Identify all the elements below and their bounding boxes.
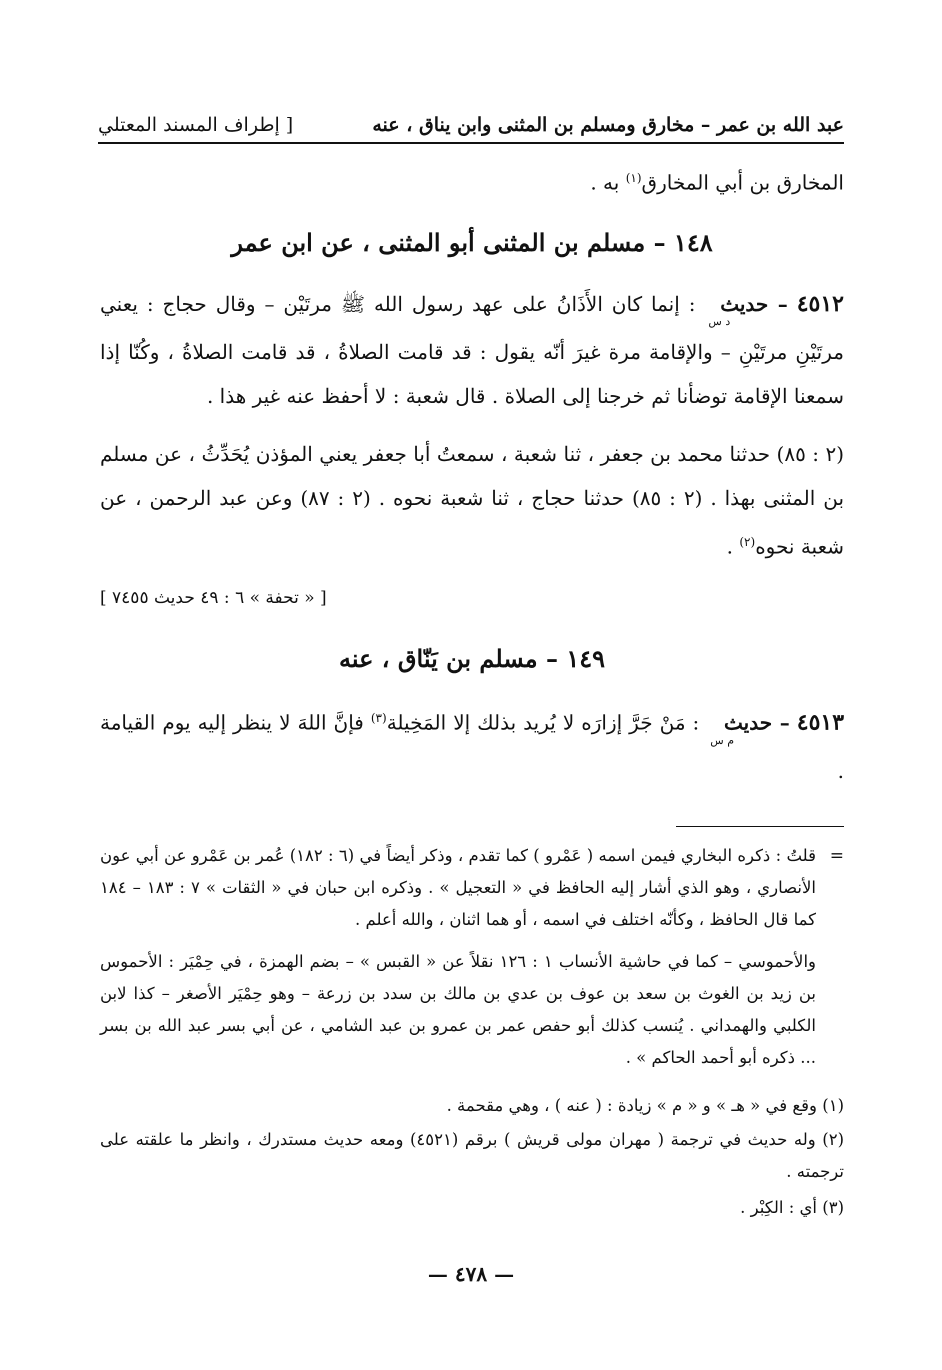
tuhfa-reference: [ « تحفة » ٦ : ٤٩ حديث ٧٤٥٥ ]: [100, 588, 327, 608]
isnad-tail: .: [726, 534, 740, 559]
hadith-label: – حديث: [720, 292, 788, 316]
footnote-3: (٣) أي : الكِبْر .: [740, 1198, 844, 1217]
header-left: [ إطراف المسند المعتلي: [98, 114, 294, 136]
hadith-sigla: م س: [710, 733, 735, 747]
footnote-1: (١) وقع في « هـ » و « م » زيادة : ( عنه ) ، وهي مقحمة .: [446, 1096, 844, 1115]
continuation-mark: =: [829, 846, 844, 866]
section-title-149: ١٤٩ – مسلم بن يَنّاق ، عنه: [339, 644, 605, 673]
hadith-4512: [100, 282, 844, 418]
footnote-separator: [676, 826, 844, 827]
footnote-para-1: قلتُ : ذكره البخاري فيمن اسمه ( عَمْرو ) كما تقدم ، وذكر أيضاً في (٦ : ١٨٢) عُمر بن عَمْرو عن أبي عون الأنصاري ، وهو الذي أشار إليه الحافظ في « التعجيل » . وذكره ابن حبان في « الثقات » ٧ : ١٨٣ – ١٨٤ كما قال الحافظ ، وكأنّه اختلف في اسمه ، أو هما اثنان ، والله أعلم .: [100, 846, 816, 929]
intro-tail: به .: [590, 170, 626, 195]
intro-line: [100, 156, 844, 205]
footnote-continued-1: [100, 840, 844, 936]
footnote-ref-1: (١): [625, 171, 642, 185]
hadith-text: : إنما كان الأَذَانُ على عهد رسول الله ﷺ مرتَيْن – وقال حجاج : يعني مرتَيْنِ مرتَيْنِ – والإقامة مرة غيرَ أنّه يقول : قد قامت الصلاةُ ، قد قامت الصلاةُ ، وكُنّا إذا سمعنا الإقامة توضأنا ثم خرجنا إلى الصلاة . قال شعبة : لا أحفظ عنه غير هذا .: [100, 292, 844, 408]
running-header: [98, 96, 844, 144]
hadith-number: ٤٥١٢: [796, 291, 844, 317]
intro-text: المخارق بن أبي المخارق: [641, 170, 844, 195]
section-title-148: ١٤٨ – مسلم بن المثنى أبو المثنى ، عن ابن عمر: [231, 228, 713, 257]
hadith-4513: [100, 696, 844, 793]
footnote-continued-2: والأحموسي – كما في حاشية الأنساب ١ : ١٢٦ نقلاً عن « القبس » – بضم الهمزة ، في حِمْيَر : الأحموس بن زيد بن الغوث بن سعد بن عوف بن عدي بن مالك بن سدد بن زرعة – وهو حِمْيَر الأصغر – كذا لابن الكلبي والهمداني . يُنسب كذلك أبو حفص عمر بن عمرو بن عبد الشامي ، عن أبي بسر عبد الله بن بسر ... ذكره أبو أحمد الحاكم » .: [100, 952, 816, 1067]
page-number: — ٤٧٨ —: [427, 1262, 515, 1286]
footnote-2: (٢) وله حديث في ترجمة ( مهران مولى قريش ) برقم (٤٥٢١) ومعه حديث مستدرك ، وانظر ما علقته على ترجمته .: [100, 1130, 844, 1181]
hadith-text-a: : مَنْ جَرَّ إزارَه لا يُريد بذلك إلا المَخِيلة: [386, 710, 700, 735]
isnad-text: (٢ : ٨٥) حدثنا محمد بن جعفر ، ثنا شعبة ، سمعتُ أبا جعفر يعني المؤذن يُحَدِّثُ ، عن مسلم بن المثنى بهذا . (٢ : ٨٥) حدثنا حجاج ، ثنا شعبة نحوه . (٢ : ٨٧) وعن عبد الرحمن ، عن شعبة نحوه: [100, 442, 845, 559]
isnad-4512: [100, 432, 844, 569]
hadith-label: – حديث: [724, 710, 790, 735]
hadith-sigla: د س: [708, 315, 731, 328]
header-right: عبد الله بن عمر – مخارق ومسلم بن المثنى وابن يناق ، عنه: [372, 114, 844, 136]
hadith-text-b: فإنَّ اللهَ لا ينظر إليه يوم القيامة .: [100, 710, 844, 783]
hadith-number: ٤٥١٣: [796, 709, 845, 736]
footnote-ref-3: (٣): [370, 711, 387, 725]
footnote-ref-2: (٢): [739, 535, 756, 549]
